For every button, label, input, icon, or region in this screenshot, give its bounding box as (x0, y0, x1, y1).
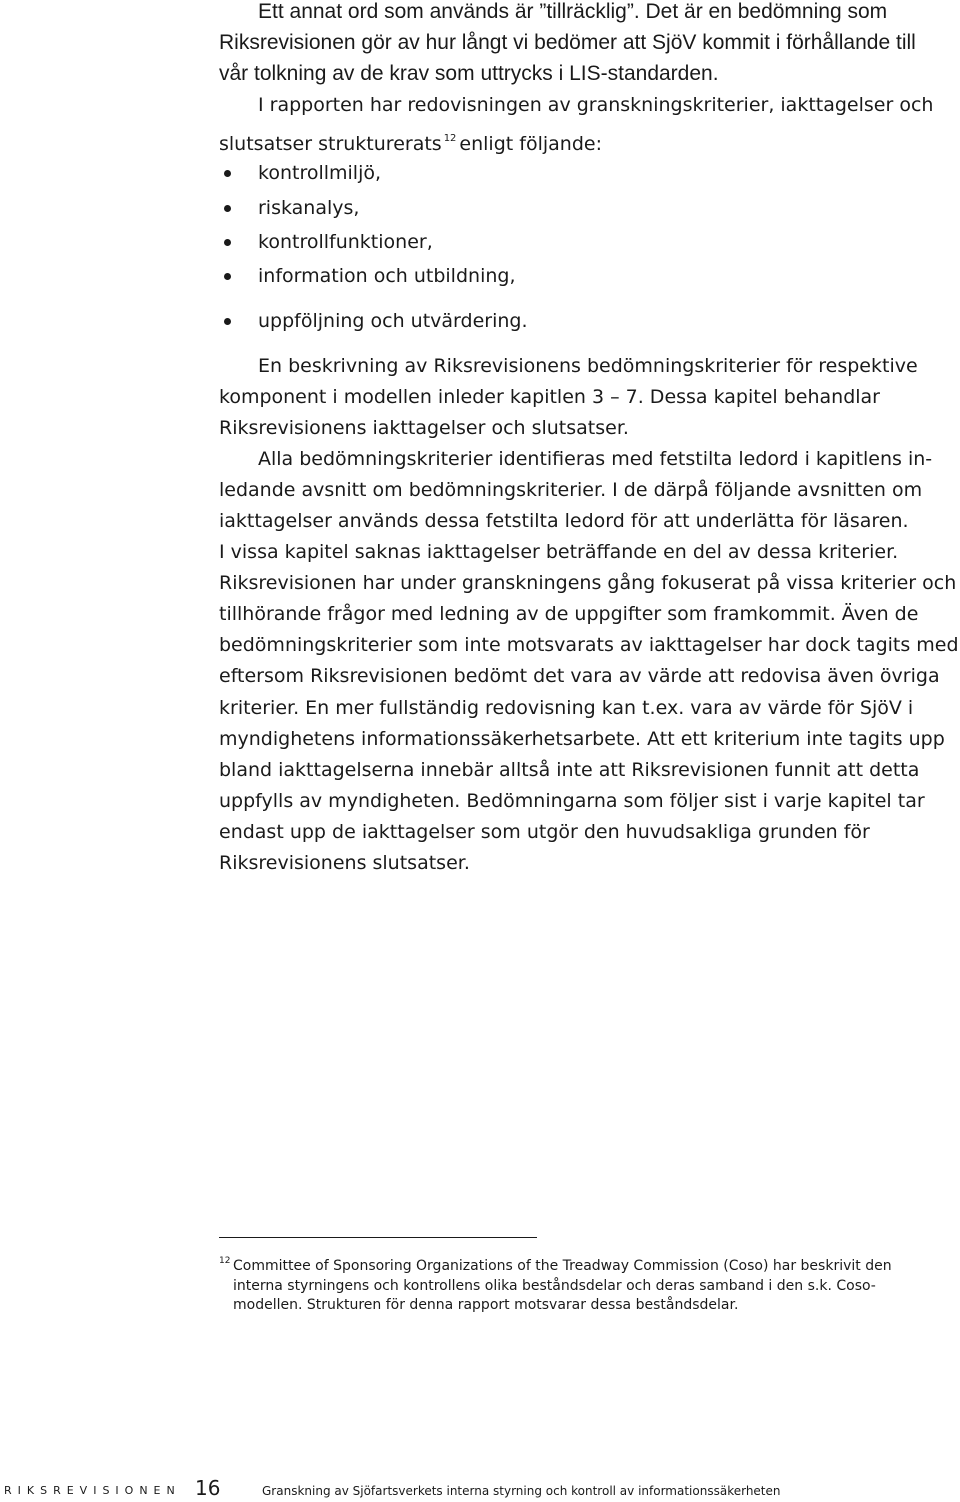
list-item: uppföljning och utvärdering. (258, 310, 528, 332)
paragraph-line: myndighetens informationssäkerhetsarbete. Att ett kriterium inte tagits upp (219, 728, 945, 750)
footnote-reference: 12 (443, 133, 457, 144)
footnote-number: 12 (219, 1256, 231, 1266)
body-line-1: Ett annat ord som används är ”tillräcklig”. Det är en bedömning som (258, 0, 888, 23)
paragraph-line: bland iakttagelserna innebär alltså inte att Riksrevisionen funnit att detta (219, 759, 920, 781)
paragraph-line: ledande avsnitt om bedömningskriterier. I de därpå följande avsnitten om (219, 479, 923, 501)
bullet-dot (224, 273, 231, 280)
bullet-dot (224, 318, 231, 325)
list-item: riskanalys, (258, 197, 360, 219)
intro-text-end: enligt följande: (459, 133, 602, 155)
footer-report-title: Granskning av Sjöfartsverkets interna styrning och kontroll av informationssäkerheten (262, 1484, 781, 1498)
paragraph-line: uppfylls av myndigheten. Bedömningarna som följer sist i varje kapitel tar (219, 790, 925, 812)
paragraph-line: endast upp de iakttagelser som utgör den huvudsakliga grunden för (219, 821, 870, 843)
bullet-dot (224, 239, 231, 246)
intro-line (219, 128, 602, 155)
footer-organization: RIKSREVISIONEN (4, 1484, 181, 1497)
footnote-line: modellen. Strukturen för denna rapport motsvarar dessa beståndsdelar. (233, 1297, 739, 1313)
bullet-dot (224, 170, 231, 177)
paragraph-line: En beskrivning av Riksrevisionens bedömningskriterier för respektive (258, 355, 918, 377)
body-line-3: vår tolkning av de krav som uttrycks i LIS-standarden. (219, 62, 719, 85)
footnote-divider (219, 1237, 537, 1238)
paragraph-line: Riksrevisionens slutsatser. (219, 852, 470, 874)
paragraph-line: komponent i modellen inleder kapitlen 3 – 7. Dessa kapitel behandlar (219, 386, 880, 408)
list-item: kontrollmiljö, (258, 162, 382, 184)
paragraph-line: eftersom Riksrevisionen bedömt det vara av värde att redovisa även övriga (219, 665, 940, 687)
bullet-dot (224, 205, 231, 212)
paragraph-line: kriterier. En mer fullständig redovisning kan t.ex. vara av värde för SjöV i (219, 697, 914, 719)
list-item: information och utbildning, (258, 265, 516, 287)
body-line-4: I rapporten har redovisningen av granskningskriterier, iakttagelser och (258, 94, 934, 116)
footnote-line: Committee of Sponsoring Organizations of the Treadway Commission (Coso) har beskrivit den (233, 1258, 892, 1274)
paragraph-line: I vissa kapitel saknas iakttagelser beträffande en del av dessa kriterier. (219, 541, 899, 563)
paragraph-line: bedömningskriterier som inte motsvarats av iakttagelser har dock tagits med (219, 634, 959, 656)
page-number: 16 (195, 1476, 221, 1500)
paragraph-line: Riksrevisionens iakttagelser och slutsatser. (219, 417, 629, 439)
paragraph-line: Alla bedömningskriterier identifieras med fetstilta ledord i kapitlens in- (258, 448, 933, 470)
intro-text: slutsatser strukturerats (219, 133, 442, 155)
body-line-2: Riksrevisionen gör av hur långt vi bedömer att SjöV kommit i förhållande till (219, 31, 916, 54)
footnote-line: interna styrningens och kontrollens olika beståndsdelar och deras samband i den s.k. Coso- (233, 1278, 876, 1294)
paragraph-line: iakttagelser används dessa fetstilta ledord för att underlätta för läsaren. (219, 510, 909, 532)
paragraph-line: tillhörande frågor med ledning av de uppgifter som framkommit. Även de (219, 603, 919, 625)
list-item: kontrollfunktioner, (258, 231, 433, 253)
paragraph-line: Riksrevisionen har under granskningens gång fokuserat på vissa kriterier och (219, 572, 957, 594)
